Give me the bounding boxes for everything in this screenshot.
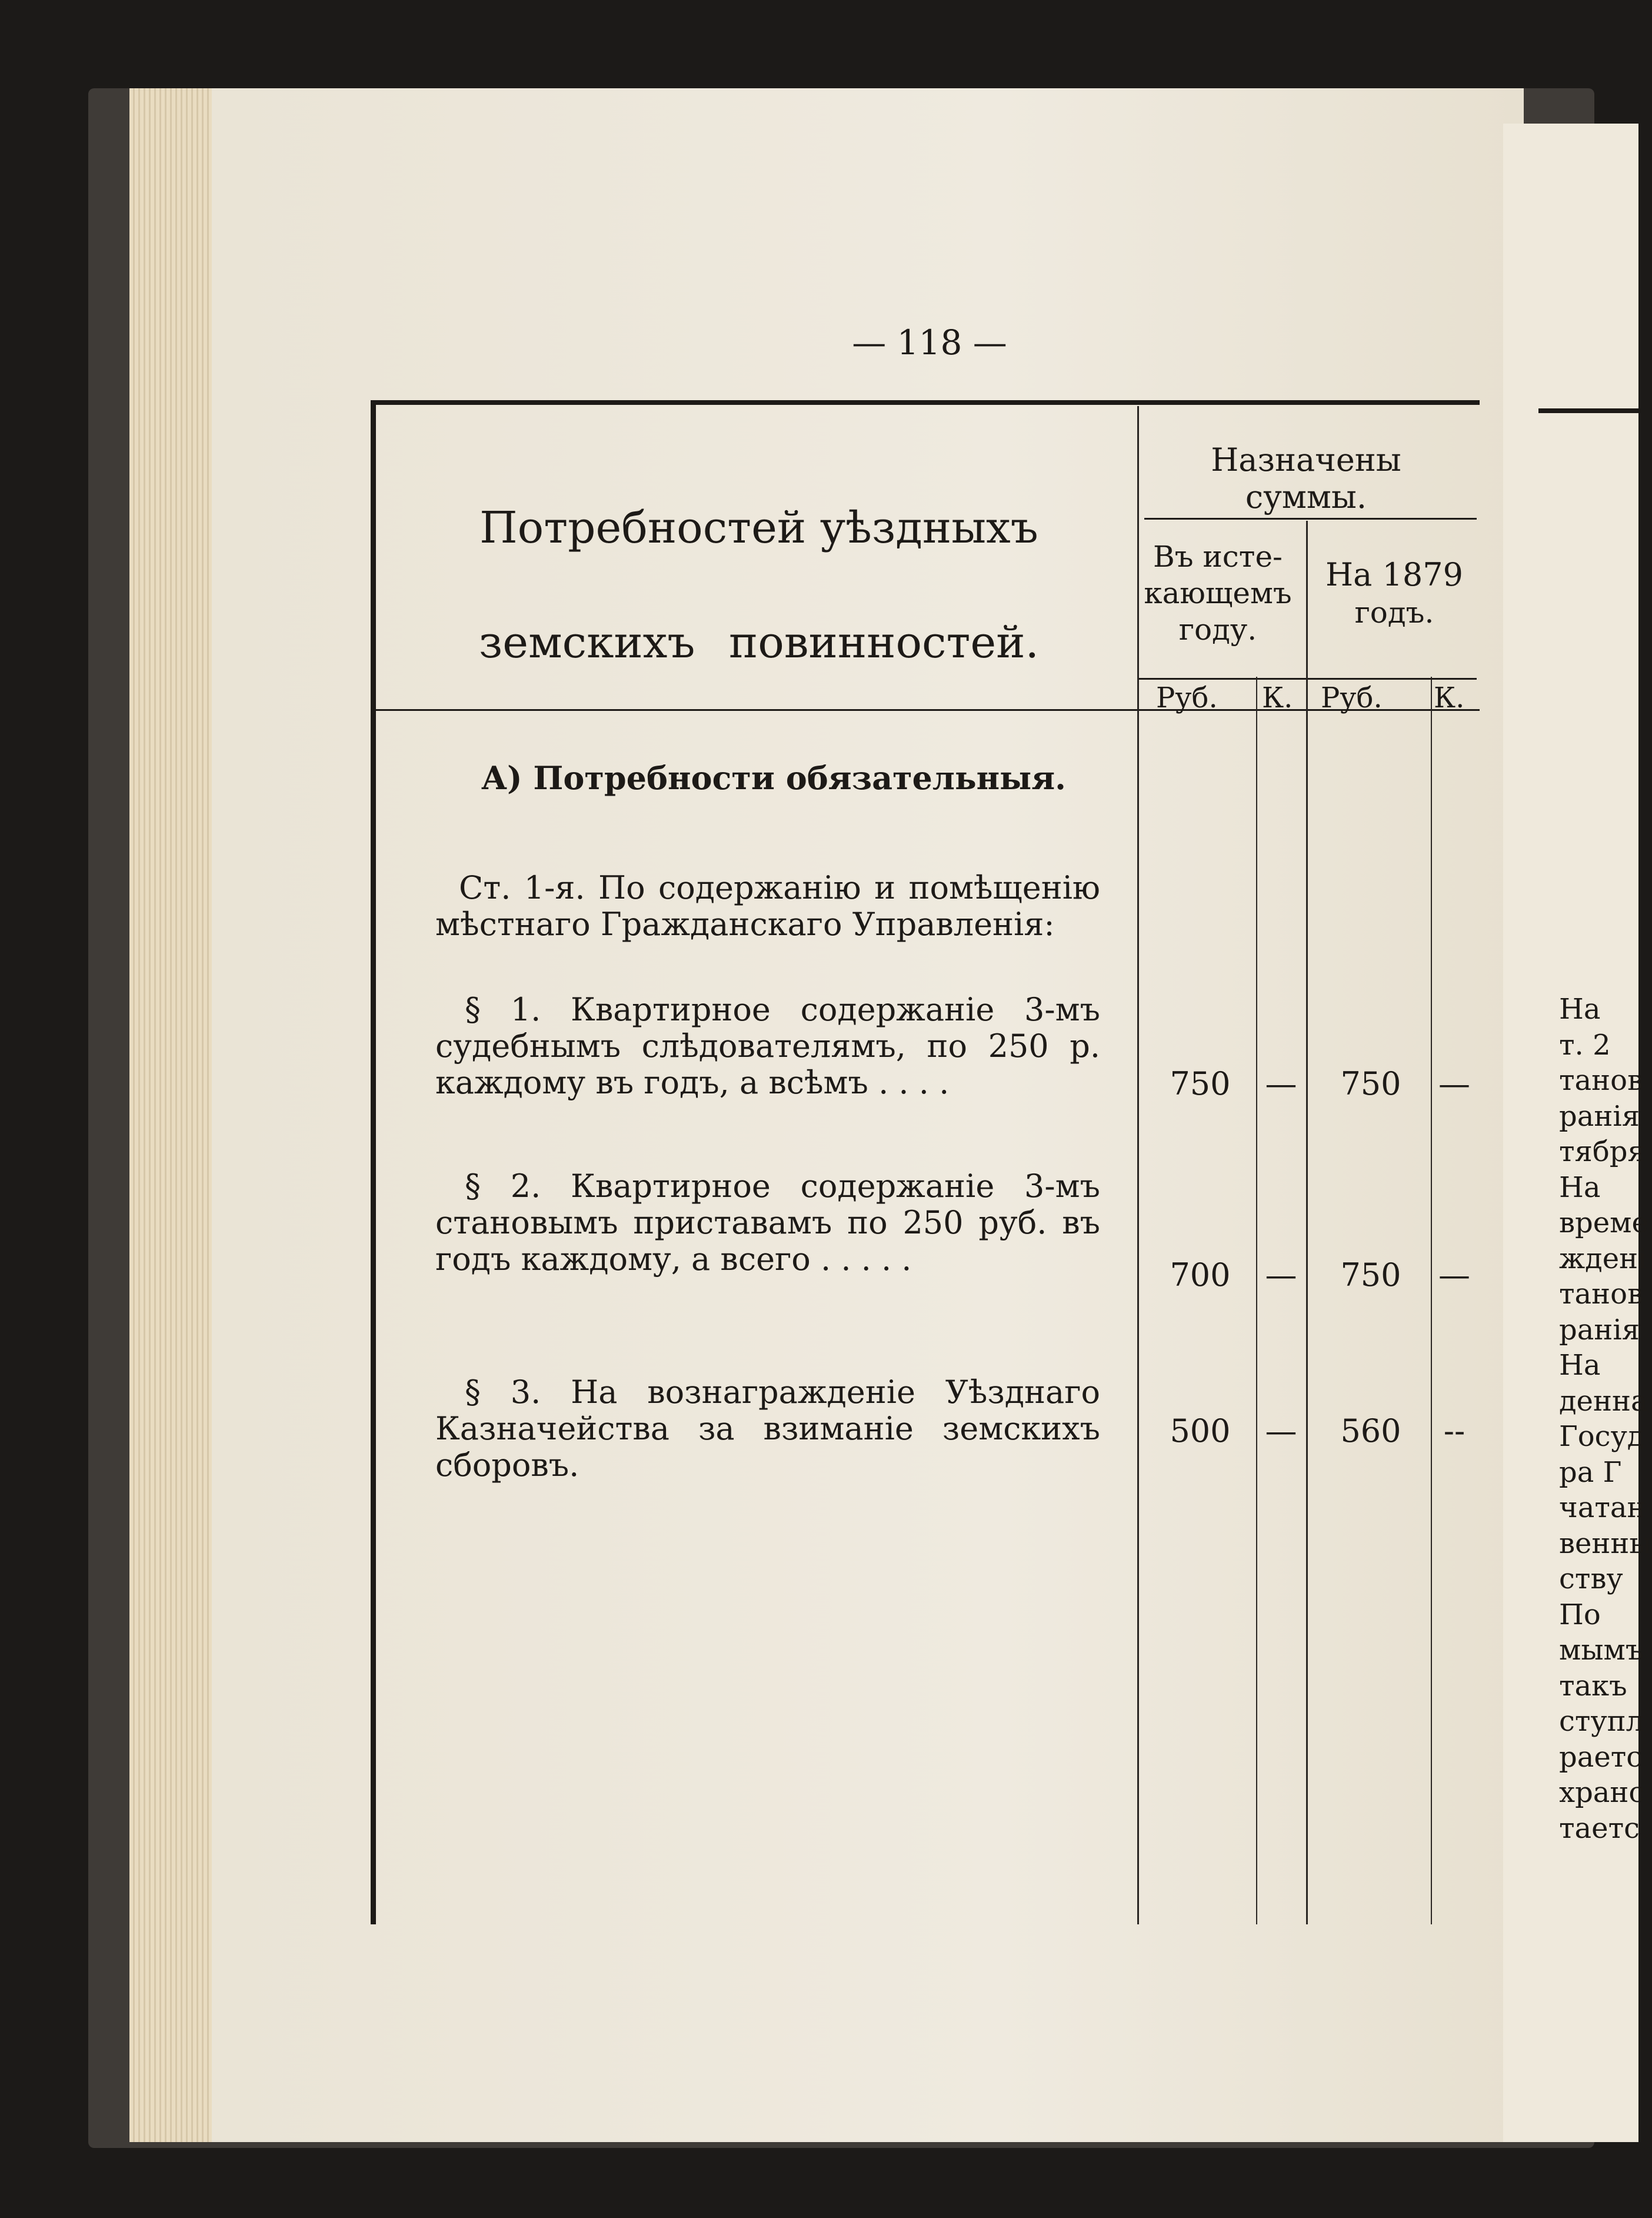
right-page-line: На [1559, 1349, 1601, 1382]
right-page-rule [1538, 408, 1638, 413]
item-2-prev-kop: — [1265, 1256, 1297, 1293]
right-page-line: венны [1559, 1527, 1652, 1560]
right-page [1503, 124, 1652, 2142]
right-page-line: ступл [1559, 1705, 1644, 1738]
right-page-line: т. 2 [1559, 1028, 1611, 1062]
right-page-line: такъ [1559, 1669, 1627, 1702]
item-3-new-kop: -- [1443, 1412, 1466, 1449]
item-3-text: § 3. На вознагражденіе Уѣзднаго Казначейства за взиманіе земскихъ сборовъ. [435, 1374, 1100, 1484]
col-prev-kop-divider [1256, 677, 1257, 1924]
header-group: Назначены суммы. [1211, 441, 1401, 516]
unit-rub-new: Руб. [1321, 681, 1383, 714]
table-title-line1: Потребностей уѣздныхъ [479, 503, 1038, 553]
item-2-new-rub: 750 [1340, 1256, 1401, 1293]
unit-kop-new: К. [1434, 681, 1465, 714]
right-page-line: По [1559, 1598, 1601, 1631]
item-1-prev-kop: — [1265, 1065, 1297, 1102]
header-bottom-rule [371, 709, 1480, 711]
unit-kop-prev: К. [1262, 681, 1293, 714]
item-3-prev-kop: — [1265, 1412, 1297, 1449]
right-page-line: ранія [1559, 1099, 1640, 1133]
right-page-line: хранс [1559, 1776, 1645, 1809]
right-page-line: ра Г [1559, 1455, 1622, 1489]
item-3-new-rub: 560 [1340, 1412, 1401, 1449]
item-1-text: § 1. Квартирное содержаніе 3-мъ судебнымъ слѣдователямъ, по 250 р. каждому въ годъ, а всѣмъ . . . . [435, 991, 1100, 1101]
header-prev-year: Въ исте- кающемъ году. [1144, 540, 1292, 647]
item-2-new-kop: — [1438, 1256, 1470, 1293]
right-page-line: ждені [1559, 1242, 1647, 1275]
page-edges [129, 88, 218, 2142]
right-page-line: танов [1559, 1278, 1644, 1311]
right-page-line: време [1559, 1206, 1648, 1239]
item-3-prev-rub: 500 [1170, 1412, 1231, 1449]
item-1-new-rub: 750 [1340, 1065, 1401, 1102]
item-2-text: § 2. Квартирное содержаніе 3-мъ становымъ приставамъ по 250 руб. въ годъ каждому, а всего . . . . . [435, 1168, 1100, 1278]
section-title: А) Потребности обязательныя. [481, 759, 1066, 797]
item-2-prev-rub: 700 [1170, 1256, 1231, 1293]
right-page-line: На [1559, 1170, 1601, 1204]
item-1-new-kop: — [1438, 1065, 1470, 1102]
right-page-line: На [1559, 993, 1601, 1026]
right-page-line: танов [1559, 1064, 1644, 1097]
right-page-line: ству [1559, 1562, 1623, 1595]
right-page-line: денна [1559, 1384, 1648, 1418]
right-page-line: раетс [1559, 1740, 1643, 1774]
item-1-prev-rub: 750 [1170, 1065, 1231, 1102]
header-1879-line2: годъ. [1354, 596, 1434, 630]
header-group-rule [1144, 518, 1477, 520]
col-new-kop-divider [1431, 677, 1432, 1924]
article-1: Ст. 1-я. По содержанію и помѣщенію мѣстнаго Гражданскаго Управленія: [435, 869, 1100, 943]
unit-rub-prev: Руб. [1156, 681, 1218, 714]
right-page-line: таетс [1559, 1811, 1640, 1845]
right-page-line: мымъ [1559, 1634, 1644, 1667]
page-number: — 118 — [852, 322, 1007, 363]
right-page-line: Госуд [1559, 1420, 1645, 1453]
right-page-line: чатан [1559, 1491, 1646, 1524]
right-page-line: ранія [1559, 1313, 1640, 1346]
header-1879 [1306, 556, 1483, 631]
table-title [382, 471, 1135, 700]
table-title-line2: земскихъ повинностей. [478, 617, 1040, 668]
header-1879-line1: На 1879 [1325, 556, 1463, 593]
right-page-line: тября [1559, 1135, 1646, 1168]
col-divider [1306, 521, 1308, 1924]
right-page-text [1559, 992, 1652, 1846]
